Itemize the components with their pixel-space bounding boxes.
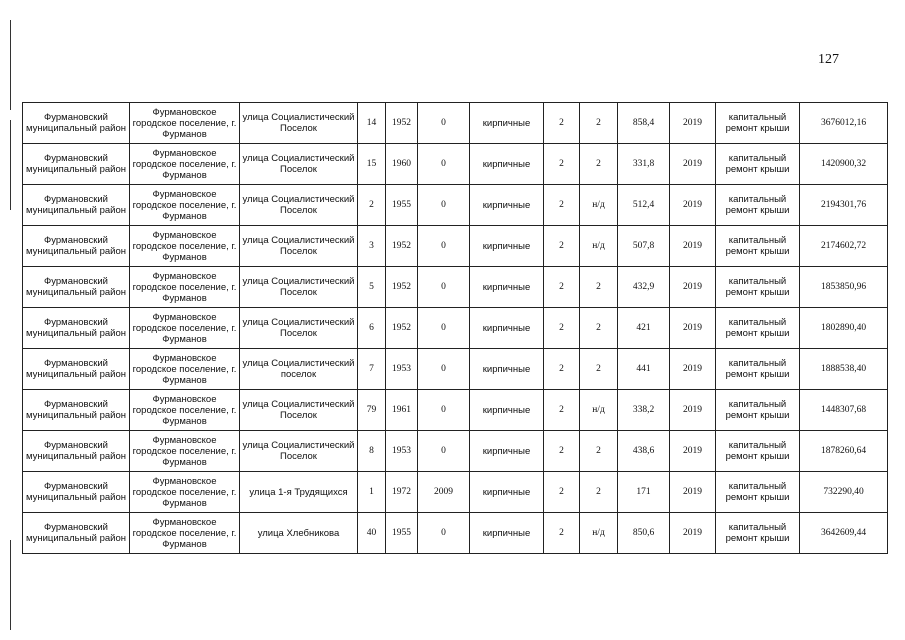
cost-cell: 1888538,40 [800, 349, 888, 390]
page-number: 127 [818, 52, 839, 67]
table-row [23, 390, 888, 431]
district-cell: Фурмановский муниципальный район [23, 431, 130, 472]
house-number-cell: 6 [358, 308, 386, 349]
reconstruction-year-cell: 0 [418, 185, 470, 226]
work-type-cell: капитальный ремонт крыши [716, 513, 800, 554]
area-cell: 331,8 [618, 144, 670, 185]
reconstruction-year-cell: 0 [418, 431, 470, 472]
cost-cell: 732290,40 [800, 472, 888, 513]
floors-cell: 2 [544, 185, 580, 226]
house-number-cell: 40 [358, 513, 386, 554]
floors-cell: 2 [544, 103, 580, 144]
work-type-cell: капитальный ремонт крыши [716, 103, 800, 144]
wall-material-cell: кирпичные [470, 472, 544, 513]
construction-year-cell: 1952 [386, 103, 418, 144]
construction-year-cell: 1960 [386, 144, 418, 185]
street-cell: улица Социалистический Поселок [240, 144, 358, 185]
settlement-cell: Фурмановское городское поселение, г. Фурманов [130, 349, 240, 390]
entrances-cell: 2 [580, 308, 618, 349]
cost-cell: 2194301,76 [800, 185, 888, 226]
settlement-cell: Фурмановское городское поселение, г. Фурманов [130, 226, 240, 267]
wall-material-cell: кирпичные [470, 390, 544, 431]
reconstruction-year-cell: 0 [418, 308, 470, 349]
street-cell: улица Хлебникова [240, 513, 358, 554]
cost-cell: 1448307,68 [800, 390, 888, 431]
district-cell: Фурмановский муниципальный район [23, 472, 130, 513]
house-number-cell: 2 [358, 185, 386, 226]
planned-year-cell: 2019 [670, 513, 716, 554]
planned-year-cell: 2019 [670, 472, 716, 513]
house-number-cell: 7 [358, 349, 386, 390]
wall-material-cell: кирпичные [470, 349, 544, 390]
cost-cell: 1853850,96 [800, 267, 888, 308]
area-cell: 421 [618, 308, 670, 349]
reconstruction-year-cell: 0 [418, 103, 470, 144]
reconstruction-year-cell: 0 [418, 267, 470, 308]
street-cell: улица Социалистический Поселок [240, 226, 358, 267]
area-cell: 171 [618, 472, 670, 513]
settlement-cell: Фурмановское городское поселение, г. Фурманов [130, 308, 240, 349]
floors-cell: 2 [544, 431, 580, 472]
floors-cell: 2 [544, 144, 580, 185]
floors-cell: 2 [544, 472, 580, 513]
entrances-cell: 2 [580, 472, 618, 513]
street-cell: улица Социалистический Поселок [240, 103, 358, 144]
registry-table [22, 102, 888, 554]
entrances-cell: н/д [580, 513, 618, 554]
reconstruction-year-cell: 0 [418, 513, 470, 554]
table-row [23, 226, 888, 267]
reconstruction-year-cell: 0 [418, 144, 470, 185]
planned-year-cell: 2019 [670, 226, 716, 267]
wall-material-cell: кирпичные [470, 144, 544, 185]
settlement-cell: Фурмановское городское поселение, г. Фурманов [130, 431, 240, 472]
work-type-cell: капитальный ремонт крыши [716, 308, 800, 349]
district-cell: Фурмановский муниципальный район [23, 226, 130, 267]
table-row [23, 185, 888, 226]
construction-year-cell: 1953 [386, 349, 418, 390]
construction-year-cell: 1952 [386, 226, 418, 267]
area-cell: 441 [618, 349, 670, 390]
construction-year-cell: 1955 [386, 513, 418, 554]
table-row [23, 144, 888, 185]
planned-year-cell: 2019 [670, 308, 716, 349]
work-type-cell: капитальный ремонт крыши [716, 226, 800, 267]
planned-year-cell: 2019 [670, 103, 716, 144]
planned-year-cell: 2019 [670, 144, 716, 185]
area-cell: 438,6 [618, 431, 670, 472]
district-cell: Фурмановский муниципальный район [23, 144, 130, 185]
reconstruction-year-cell: 0 [418, 390, 470, 431]
district-cell: Фурмановский муниципальный район [23, 103, 130, 144]
street-cell: улица Социалистический Поселок [240, 308, 358, 349]
binding-mark [10, 120, 11, 210]
planned-year-cell: 2019 [670, 185, 716, 226]
binding-mark [10, 540, 11, 630]
entrances-cell: н/д [580, 185, 618, 226]
house-number-cell: 14 [358, 103, 386, 144]
floors-cell: 2 [544, 308, 580, 349]
street-cell: улица Социалистический поселок [240, 349, 358, 390]
settlement-cell: Фурмановское городское поселение, г. Фурманов [130, 185, 240, 226]
construction-year-cell: 1952 [386, 267, 418, 308]
street-cell: улица Социалистический Поселок [240, 390, 358, 431]
table-row [23, 431, 888, 472]
street-cell: улица Социалистический Поселок [240, 267, 358, 308]
registry-table-container [22, 102, 888, 554]
work-type-cell: капитальный ремонт крыши [716, 472, 800, 513]
construction-year-cell: 1953 [386, 431, 418, 472]
cost-cell: 3676012,16 [800, 103, 888, 144]
entrances-cell: 2 [580, 431, 618, 472]
wall-material-cell: кирпичные [470, 513, 544, 554]
floors-cell: 2 [544, 226, 580, 267]
wall-material-cell: кирпичные [470, 431, 544, 472]
house-number-cell: 79 [358, 390, 386, 431]
wall-material-cell: кирпичные [470, 226, 544, 267]
entrances-cell: н/д [580, 390, 618, 431]
cost-cell: 1878260,64 [800, 431, 888, 472]
work-type-cell: капитальный ремонт крыши [716, 349, 800, 390]
table-row [23, 349, 888, 390]
settlement-cell: Фурмановское городское поселение, г. Фурманов [130, 144, 240, 185]
reconstruction-year-cell: 2009 [418, 472, 470, 513]
table-row [23, 472, 888, 513]
planned-year-cell: 2019 [670, 349, 716, 390]
settlement-cell: Фурмановское городское поселение, г. Фурманов [130, 513, 240, 554]
work-type-cell: капитальный ремонт крыши [716, 267, 800, 308]
house-number-cell: 1 [358, 472, 386, 513]
district-cell: Фурмановский муниципальный район [23, 390, 130, 431]
cost-cell: 1420900,32 [800, 144, 888, 185]
floors-cell: 2 [544, 513, 580, 554]
entrances-cell: 2 [580, 144, 618, 185]
floors-cell: 2 [544, 390, 580, 431]
street-cell: улица 1-я Трудящихся [240, 472, 358, 513]
street-cell: улица Социалистический Поселок [240, 185, 358, 226]
area-cell: 432,9 [618, 267, 670, 308]
construction-year-cell: 1961 [386, 390, 418, 431]
area-cell: 858,4 [618, 103, 670, 144]
table-row [23, 103, 888, 144]
wall-material-cell: кирпичные [470, 308, 544, 349]
area-cell: 850,6 [618, 513, 670, 554]
house-number-cell: 8 [358, 431, 386, 472]
entrances-cell: 2 [580, 267, 618, 308]
entrances-cell: 2 [580, 349, 618, 390]
construction-year-cell: 1972 [386, 472, 418, 513]
street-cell: улица Социалистический Поселок [240, 431, 358, 472]
planned-year-cell: 2019 [670, 267, 716, 308]
cost-cell: 2174602,72 [800, 226, 888, 267]
district-cell: Фурмановский муниципальный район [23, 349, 130, 390]
settlement-cell: Фурмановское городское поселение, г. Фурманов [130, 390, 240, 431]
entrances-cell: 2 [580, 103, 618, 144]
cost-cell: 3642609,44 [800, 513, 888, 554]
table-body [23, 103, 888, 554]
reconstruction-year-cell: 0 [418, 226, 470, 267]
settlement-cell: Фурмановское городское поселение, г. Фурманов [130, 472, 240, 513]
table-row [23, 308, 888, 349]
floors-cell: 2 [544, 267, 580, 308]
area-cell: 338,2 [618, 390, 670, 431]
work-type-cell: капитальный ремонт крыши [716, 185, 800, 226]
work-type-cell: капитальный ремонт крыши [716, 390, 800, 431]
wall-material-cell: кирпичные [470, 267, 544, 308]
table-row [23, 513, 888, 554]
area-cell: 507,8 [618, 226, 670, 267]
construction-year-cell: 1952 [386, 308, 418, 349]
area-cell: 512,4 [618, 185, 670, 226]
house-number-cell: 15 [358, 144, 386, 185]
wall-material-cell: кирпичные [470, 185, 544, 226]
reconstruction-year-cell: 0 [418, 349, 470, 390]
cost-cell: 1802890,40 [800, 308, 888, 349]
planned-year-cell: 2019 [670, 431, 716, 472]
binding-mark [10, 20, 11, 110]
district-cell: Фурмановский муниципальный район [23, 185, 130, 226]
house-number-cell: 3 [358, 226, 386, 267]
wall-material-cell: кирпичные [470, 103, 544, 144]
settlement-cell: Фурмановское городское поселение, г. Фурманов [130, 103, 240, 144]
work-type-cell: капитальный ремонт крыши [716, 431, 800, 472]
work-type-cell: капитальный ремонт крыши [716, 144, 800, 185]
entrances-cell: н/д [580, 226, 618, 267]
district-cell: Фурмановский муниципальный район [23, 513, 130, 554]
settlement-cell: Фурмановское городское поселение, г. Фурманов [130, 267, 240, 308]
table-row [23, 267, 888, 308]
floors-cell: 2 [544, 349, 580, 390]
district-cell: Фурмановский муниципальный район [23, 267, 130, 308]
house-number-cell: 5 [358, 267, 386, 308]
planned-year-cell: 2019 [670, 390, 716, 431]
construction-year-cell: 1955 [386, 185, 418, 226]
district-cell: Фурмановский муниципальный район [23, 308, 130, 349]
